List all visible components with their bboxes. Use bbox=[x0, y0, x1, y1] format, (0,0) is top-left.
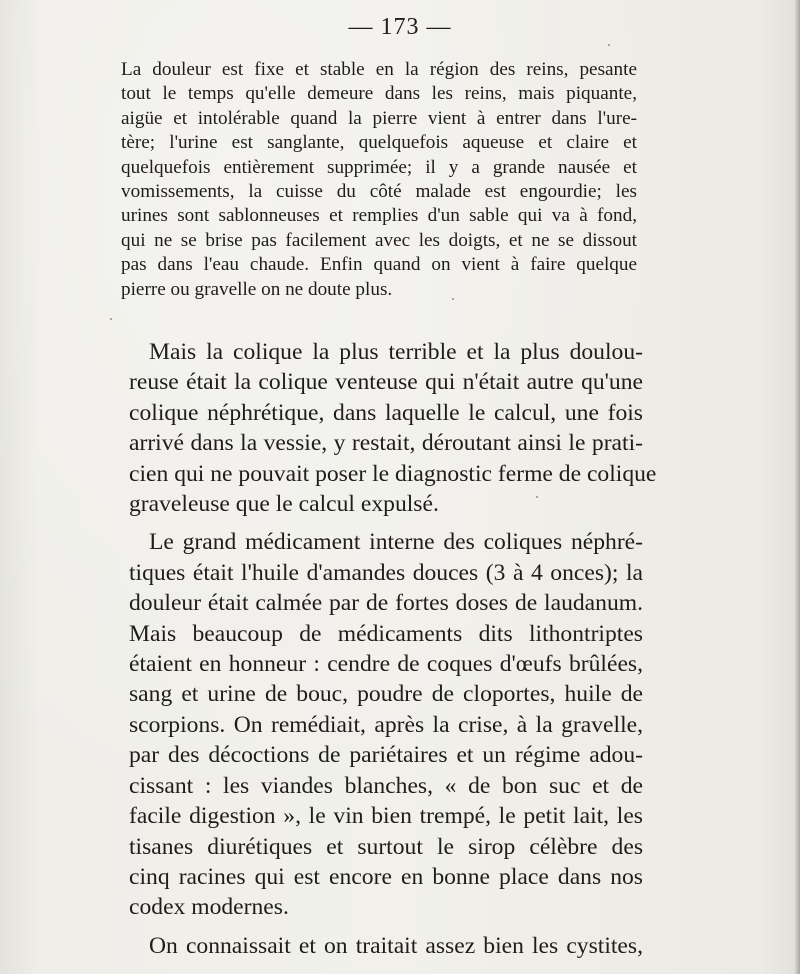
text-line: tère; l'urine est sanglante, quelquefois aqueuse et claire et bbox=[121, 132, 637, 154]
text-line: étaient en honneur : cendre de coques d'œufs brûlées, bbox=[129, 651, 643, 678]
text-line: La douleur est fixe et stable en la région des reins, pesante bbox=[121, 59, 637, 80]
paper-speck bbox=[608, 44, 610, 46]
paper-speck bbox=[110, 318, 112, 320]
paragraph bbox=[129, 337, 657, 519]
page-number: — 173 — bbox=[348, 14, 452, 40]
text-line: tisanes diurétiques et surtout le sirop célèbre des bbox=[129, 833, 643, 860]
text-line: Mais la colique la plus terrible et la plus doulou- bbox=[149, 339, 643, 365]
text-line: aigüe et intolérable quand la pierre vient à entrer dans l'ure- bbox=[121, 107, 637, 129]
text-line: pierre ou gravelle on ne doute plus. bbox=[121, 278, 393, 300]
paragraph bbox=[129, 931, 643, 961]
text-line: qui ne se brise pas facilement avec les doigts, et ne se dissout bbox=[121, 229, 637, 251]
text-line: tout le temps qu'elle demeure dans les reins, mais piquante, bbox=[121, 83, 637, 105]
paper-speck bbox=[452, 298, 454, 300]
text-line: urines sont sablonneuses et remplies d'un sable qui va à fond, bbox=[121, 205, 637, 227]
text-line: par des décoctions de pariétaires et un régime adou- bbox=[129, 742, 643, 769]
quoted-passage bbox=[121, 58, 637, 302]
text-line: pas dans l'eau chaude. Enfin quand on vient à faire quelque bbox=[121, 254, 637, 276]
text-line: Le grand médicament interne des coliques néphré- bbox=[149, 529, 643, 556]
text-line: reuse était la colique venteuse qui n'était autre qu'une bbox=[129, 369, 643, 396]
text-line: arrivé dans la vessie, y restait, déroutant ainsi le prati- bbox=[129, 430, 643, 457]
text-line: sang et urine de bouc, poudre de cloportes, huile de bbox=[129, 681, 643, 708]
text-line: graveleuse que le calcul expulsé. bbox=[129, 491, 439, 518]
text-line: vomissements, la cuisse du côté malade est engourdie; les bbox=[121, 181, 637, 203]
text-line: codex modernes. bbox=[129, 894, 289, 921]
text-line: scorpions. On remédiait, après la crise, à la gravelle, bbox=[129, 711, 643, 738]
page-edge-shadow bbox=[794, 0, 800, 974]
text-line: Mais beaucoup de médicaments dits lithontriptes bbox=[129, 620, 643, 647]
text-line: tiques était l'huile d'amandes douces (3 à 4 onces); la bbox=[129, 559, 643, 586]
paper-speck bbox=[536, 496, 538, 498]
text-line: cissant : les viandes blanches, « de bon suc et de bbox=[129, 772, 643, 799]
text-line: facile digestion », le vin bien trempé, le petit lait, les bbox=[129, 803, 643, 830]
text-line: cinq racines qui est encore en bonne place dans nos bbox=[129, 863, 643, 890]
text-line: colique néphrétique, dans laquelle le calcul, une fois bbox=[129, 399, 643, 426]
text-line: quelquefois entièrement supprimée; il y a grande nausée et bbox=[121, 156, 637, 178]
text-line: On connaissait et on traitait assez bien les cystites, bbox=[149, 932, 643, 959]
text-line: cien qui ne pouvait poser le diagnostic ferme de colique bbox=[129, 460, 657, 487]
paragraph bbox=[129, 527, 643, 922]
body-text bbox=[129, 337, 657, 961]
text-line: douleur était calmée par de fortes doses de laudanum. bbox=[129, 590, 643, 617]
